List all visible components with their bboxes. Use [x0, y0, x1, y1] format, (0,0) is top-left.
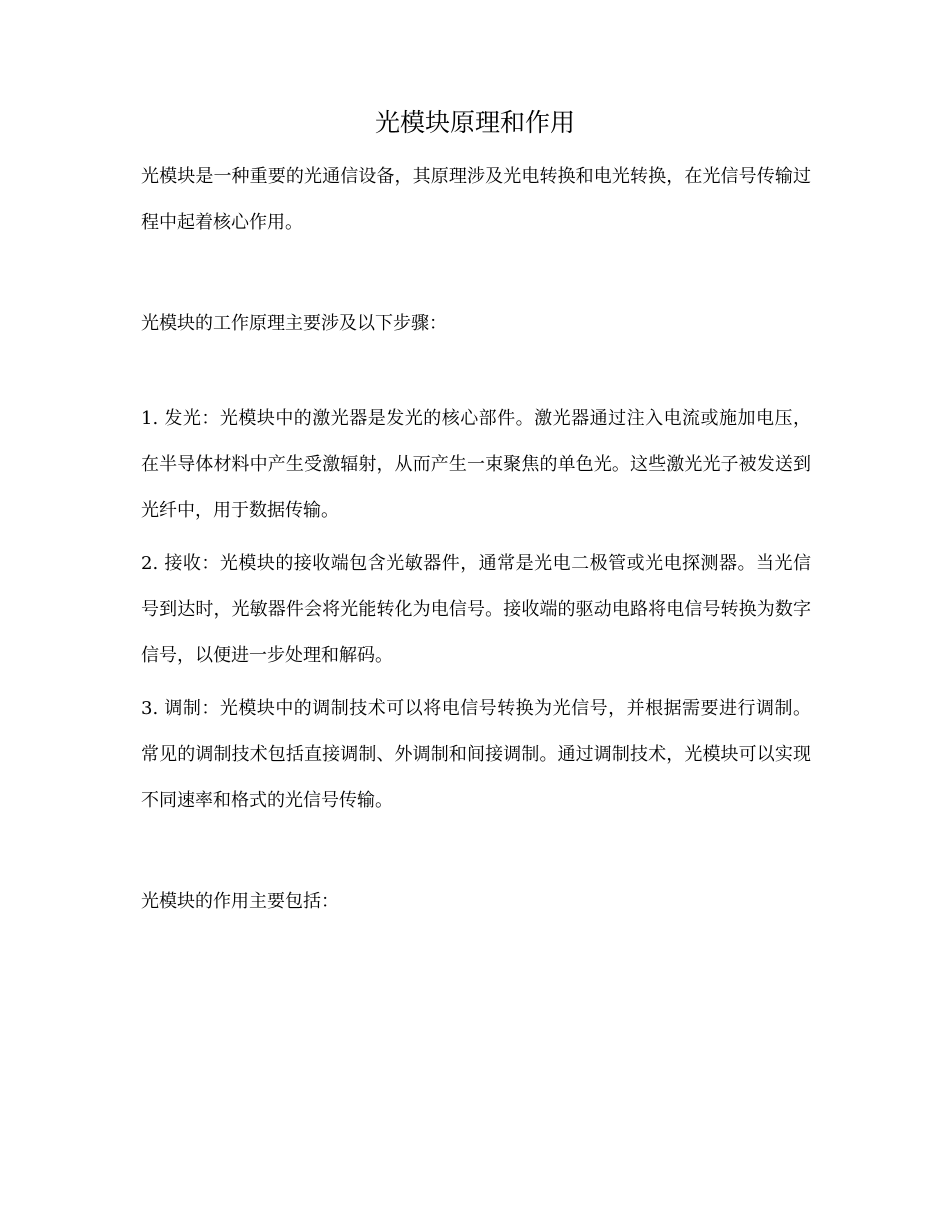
document-title: 光模块原理和作用 — [374, 108, 575, 137]
step-item-emit: 1. 发光：光模块中的激光器是发光的核心部件。激光器通过注入电流或施加电压，在半导体材料中产生受激辐射，从而产生一束聚焦的单色光。这些激光光子被发送到光纤中，用于数据传输。 — [141, 408, 811, 521]
step-item-receive: 2. 接收：光模块的接收端包含光敏器件，通常是光电二极管或光电探测器。当光信号到达时，光敏器件会将光能转化为电信号。接收端的驱动电路将电信号转换为数字信号，以便进一步处理和解码。 — [141, 553, 811, 666]
intro-paragraph: 光模块是一种重要的光通信设备，其原理涉及光电转换和电光转换，在光信号传输过程中起着核心作用。 — [141, 166, 811, 233]
function-heading: 光模块的作用主要包括： — [141, 891, 339, 912]
step-item-modulate: 3. 调制：光模块中的调制技术可以将电信号转换为光信号，并根据需要进行调制。常见的调制技术包括直接调制、外调制和间接调制。通过调制技术，光模块可以实现不同速率和格式的光信号传输。 — [141, 698, 811, 811]
principle-heading: 光模块的工作原理主要涉及以下步骤： — [141, 313, 447, 334]
